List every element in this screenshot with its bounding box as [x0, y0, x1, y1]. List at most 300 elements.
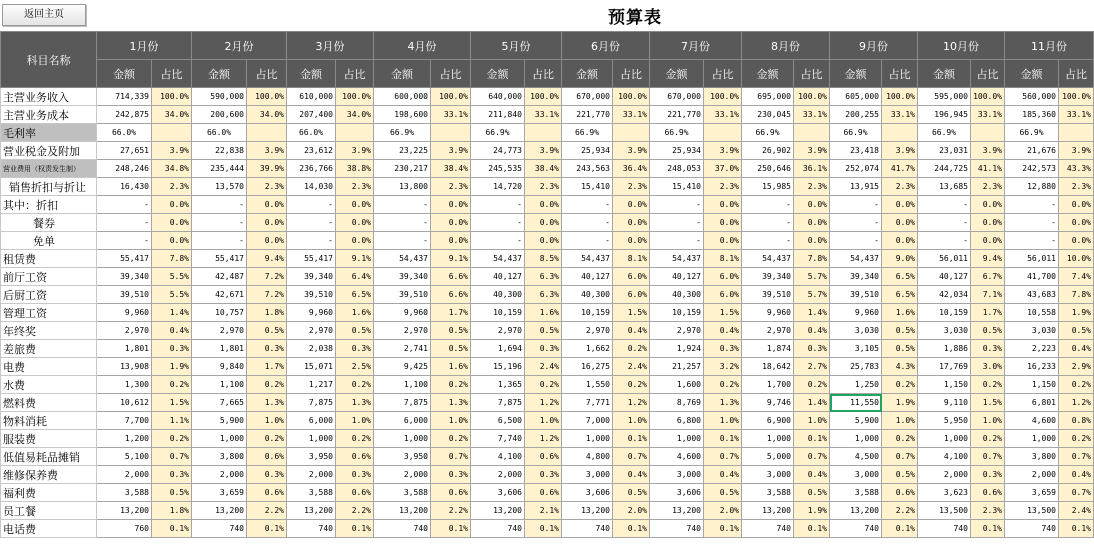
row-label[interactable]: 营业费用（权责发生制）: [1, 160, 97, 178]
amount-cell[interactable]: 7,700: [97, 412, 152, 430]
ratio-cell[interactable]: 0.1%: [247, 520, 287, 538]
ratio-cell[interactable]: 0.7%: [794, 448, 830, 466]
ratio-cell[interactable]: 39.9%: [247, 160, 287, 178]
amount-cell[interactable]: 3,800: [192, 448, 247, 466]
amount-cell[interactable]: 740: [471, 520, 525, 538]
amount-cell[interactable]: 13,200: [650, 502, 704, 520]
amount-cell[interactable]: 605,000: [830, 88, 882, 106]
amount-cell[interactable]: 3,030: [830, 322, 882, 340]
amount-cell[interactable]: 670,000: [562, 88, 613, 106]
ratio-cell[interactable]: 33.1%: [1059, 106, 1094, 124]
ratio-cell[interactable]: 100.0%: [704, 88, 742, 106]
ratio-cell[interactable]: 0.3%: [247, 466, 287, 484]
ratio-cell[interactable]: 2.4%: [613, 358, 650, 376]
amount-cell[interactable]: 2,038: [287, 340, 336, 358]
ratio-cell[interactable]: 3.9%: [336, 142, 374, 160]
ratio-cell[interactable]: 0.4%: [794, 466, 830, 484]
ratio-cell[interactable]: 0.2%: [613, 376, 650, 394]
amount-cell[interactable]: -: [287, 196, 336, 214]
amount-cell[interactable]: 21,257: [650, 358, 704, 376]
ratio-cell[interactable]: 7.4%: [1059, 268, 1094, 286]
ratio-cell[interactable]: 0.5%: [971, 322, 1005, 340]
ratio-cell[interactable]: [882, 124, 918, 142]
amount-cell[interactable]: 7,000: [562, 412, 613, 430]
amount-cell[interactable]: 39,510: [97, 286, 152, 304]
ratio-cell[interactable]: 0.2%: [704, 376, 742, 394]
ratio-cell[interactable]: 41.7%: [882, 160, 918, 178]
amount-cell[interactable]: -: [562, 232, 613, 250]
amount-cell[interactable]: 39,510: [374, 286, 431, 304]
ratio-cell[interactable]: 0.7%: [152, 448, 192, 466]
amount-cell[interactable]: 18,642: [742, 358, 794, 376]
amount-cell[interactable]: -: [650, 196, 704, 214]
amount-cell[interactable]: 7,875: [287, 394, 336, 412]
amount-cell[interactable]: 1,000: [374, 430, 431, 448]
ratio-cell[interactable]: 100.0%: [1059, 88, 1094, 106]
ratio-cell[interactable]: 1.0%: [431, 412, 471, 430]
amount-cell[interactable]: -: [918, 196, 971, 214]
amount-cell[interactable]: 13,200: [97, 502, 152, 520]
amount-cell[interactable]: 40,127: [650, 268, 704, 286]
amount-cell[interactable]: 22,838: [192, 142, 247, 160]
ratio-cell[interactable]: 0.6%: [525, 484, 562, 502]
amount-cell[interactable]: 2,000: [374, 466, 431, 484]
amount-cell[interactable]: 4,100: [918, 448, 971, 466]
amount-cell[interactable]: 3,588: [374, 484, 431, 502]
ratio-cell[interactable]: 7.8%: [152, 250, 192, 268]
amount-cell[interactable]: 15,985: [742, 178, 794, 196]
ratio-cell[interactable]: 3.0%: [971, 358, 1005, 376]
ratio-cell[interactable]: 2.3%: [794, 178, 830, 196]
amount-cell[interactable]: 3,000: [742, 466, 794, 484]
amount-cell[interactable]: 13,685: [918, 178, 971, 196]
ratio-cell[interactable]: 0.0%: [247, 232, 287, 250]
amount-cell[interactable]: 40,127: [471, 268, 525, 286]
ratio-cell[interactable]: 7.2%: [247, 286, 287, 304]
amount-cell[interactable]: 3,606: [562, 484, 613, 502]
amount-cell[interactable]: 25,783: [830, 358, 882, 376]
amount-cell[interactable]: 248,246: [97, 160, 152, 178]
amount-cell[interactable]: 1,300: [97, 376, 152, 394]
ratio-cell[interactable]: 0.5%: [882, 340, 918, 358]
ratio-cell[interactable]: 0.0%: [794, 196, 830, 214]
amount-cell[interactable]: 3,588: [830, 484, 882, 502]
amount-cell[interactable]: -: [471, 232, 525, 250]
amount-cell[interactable]: 9,960: [97, 304, 152, 322]
ratio-cell[interactable]: 1.2%: [1059, 394, 1094, 412]
ratio-cell[interactable]: 9.1%: [336, 250, 374, 268]
amount-cell[interactable]: -: [374, 232, 431, 250]
amount-cell[interactable]: 5,100: [97, 448, 152, 466]
ratio-cell[interactable]: 0.5%: [882, 322, 918, 340]
ratio-cell[interactable]: 0.2%: [336, 430, 374, 448]
amount-cell[interactable]: 24,773: [471, 142, 525, 160]
ratio-cell[interactable]: 2.0%: [704, 502, 742, 520]
amount-cell[interactable]: 3,659: [192, 484, 247, 502]
amount-cell[interactable]: 1,200: [97, 430, 152, 448]
ratio-cell[interactable]: 1.0%: [247, 412, 287, 430]
ratio-cell[interactable]: 0.7%: [971, 448, 1005, 466]
ratio-cell[interactable]: 0.0%: [152, 232, 192, 250]
ratio-cell[interactable]: 0.0%: [431, 196, 471, 214]
ratio-cell[interactable]: 0.1%: [613, 520, 650, 538]
ratio-cell[interactable]: 100.0%: [882, 88, 918, 106]
ratio-cell[interactable]: [336, 124, 374, 142]
amount-cell[interactable]: 740: [562, 520, 613, 538]
amount-cell[interactable]: 39,340: [830, 268, 882, 286]
ratio-cell[interactable]: 2.3%: [971, 178, 1005, 196]
amount-cell[interactable]: 2,970: [287, 322, 336, 340]
amount-cell[interactable]: -: [471, 196, 525, 214]
ratio-cell[interactable]: 34.8%: [152, 160, 192, 178]
ratio-cell[interactable]: 0.4%: [1059, 340, 1094, 358]
ratio-cell[interactable]: 0.6%: [431, 484, 471, 502]
ratio-cell[interactable]: 1.0%: [794, 412, 830, 430]
ratio-cell[interactable]: 0.2%: [971, 430, 1005, 448]
amount-cell[interactable]: 740: [650, 520, 704, 538]
ratio-cell[interactable]: 6.5%: [882, 286, 918, 304]
amount-cell[interactable]: 1,000: [650, 430, 704, 448]
ratio-cell[interactable]: 100.0%: [525, 88, 562, 106]
ratio-cell[interactable]: 0.1%: [336, 520, 374, 538]
amount-cell[interactable]: 9,960: [287, 304, 336, 322]
row-label[interactable]: 其中：折扣: [1, 196, 97, 214]
ratio-cell[interactable]: 33.1%: [704, 106, 742, 124]
row-label[interactable]: 营业税金及附加: [1, 142, 97, 160]
amount-cell[interactable]: 9,840: [192, 358, 247, 376]
amount-cell[interactable]: -: [918, 214, 971, 232]
amount-cell[interactable]: 200,600: [192, 106, 247, 124]
amount-cell[interactable]: 1,801: [97, 340, 152, 358]
ratio-cell[interactable]: 8.1%: [704, 250, 742, 268]
amount-cell[interactable]: 13,800: [374, 178, 431, 196]
ratio-cell[interactable]: 0.5%: [336, 322, 374, 340]
amount-cell[interactable]: 10,159: [562, 304, 613, 322]
amount-cell[interactable]: 66.0%: [192, 124, 247, 142]
ratio-cell[interactable]: 3.9%: [613, 142, 650, 160]
ratio-cell[interactable]: 6.4%: [336, 268, 374, 286]
row-label[interactable]: 销售折扣与折让: [1, 178, 97, 196]
ratio-cell[interactable]: 3.2%: [704, 358, 742, 376]
ratio-cell[interactable]: 37.0%: [704, 160, 742, 178]
amount-cell[interactable]: 40,300: [650, 286, 704, 304]
ratio-cell[interactable]: 0.3%: [431, 466, 471, 484]
ratio-cell[interactable]: 0.2%: [336, 376, 374, 394]
amount-cell[interactable]: 9,425: [374, 358, 431, 376]
amount-cell[interactable]: 23,031: [918, 142, 971, 160]
amount-cell[interactable]: 25,934: [650, 142, 704, 160]
ratio-cell[interactable]: 1.7%: [247, 358, 287, 376]
amount-cell[interactable]: 56,011: [918, 250, 971, 268]
amount-cell[interactable]: 211,840: [471, 106, 525, 124]
ratio-cell[interactable]: 3.9%: [704, 142, 742, 160]
ratio-cell[interactable]: 100.0%: [431, 88, 471, 106]
ratio-cell[interactable]: 0.0%: [525, 196, 562, 214]
ratio-cell[interactable]: 100.0%: [152, 88, 192, 106]
amount-cell[interactable]: 10,159: [650, 304, 704, 322]
amount-cell[interactable]: 221,770: [650, 106, 704, 124]
amount-cell[interactable]: 670,000: [650, 88, 704, 106]
row-label[interactable]: 福利费: [1, 484, 97, 502]
ratio-cell[interactable]: 0.0%: [525, 232, 562, 250]
ratio-cell[interactable]: 0.3%: [336, 340, 374, 358]
amount-cell[interactable]: 198,600: [374, 106, 431, 124]
ratio-cell[interactable]: 0.0%: [794, 232, 830, 250]
ratio-cell[interactable]: 0.4%: [613, 322, 650, 340]
amount-cell[interactable]: 54,437: [562, 250, 613, 268]
ratio-cell[interactable]: 3.9%: [525, 142, 562, 160]
ratio-cell[interactable]: 0.3%: [525, 466, 562, 484]
ratio-cell[interactable]: 6.3%: [525, 286, 562, 304]
row-label[interactable]: 差旅费: [1, 340, 97, 358]
ratio-cell[interactable]: 1.2%: [613, 394, 650, 412]
ratio-cell[interactable]: 0.0%: [971, 214, 1005, 232]
amount-cell[interactable]: 10,757: [192, 304, 247, 322]
ratio-cell[interactable]: 0.6%: [971, 484, 1005, 502]
ratio-cell[interactable]: 1.3%: [431, 394, 471, 412]
ratio-cell[interactable]: 0.0%: [613, 214, 650, 232]
ratio-cell[interactable]: 36.1%: [794, 160, 830, 178]
row-label[interactable]: 服装费: [1, 430, 97, 448]
ratio-cell[interactable]: 100.0%: [971, 88, 1005, 106]
ratio-cell[interactable]: 0.2%: [613, 340, 650, 358]
ratio-cell[interactable]: 0.0%: [704, 214, 742, 232]
row-label[interactable]: 管理工资: [1, 304, 97, 322]
amount-cell[interactable]: 13,570: [192, 178, 247, 196]
amount-cell[interactable]: 1,250: [830, 376, 882, 394]
row-label[interactable]: 主营业务收入: [1, 88, 97, 106]
ratio-cell[interactable]: 3.9%: [882, 142, 918, 160]
ratio-cell[interactable]: 1.5%: [704, 304, 742, 322]
ratio-cell[interactable]: 0.4%: [152, 322, 192, 340]
ratio-cell[interactable]: 8.1%: [613, 250, 650, 268]
ratio-cell[interactable]: 100.0%: [247, 88, 287, 106]
ratio-cell[interactable]: 0.5%: [431, 340, 471, 358]
amount-cell[interactable]: 66.9%: [562, 124, 613, 142]
amount-cell[interactable]: 245,535: [471, 160, 525, 178]
ratio-cell[interactable]: 1.3%: [336, 394, 374, 412]
ratio-cell[interactable]: 100.0%: [794, 88, 830, 106]
amount-cell[interactable]: 2,970: [650, 322, 704, 340]
ratio-cell[interactable]: 9.0%: [882, 250, 918, 268]
amount-cell[interactable]: 7,875: [374, 394, 431, 412]
ratio-cell[interactable]: 3.9%: [152, 142, 192, 160]
amount-cell[interactable]: 13,200: [742, 502, 794, 520]
ratio-cell[interactable]: 0.3%: [704, 340, 742, 358]
amount-cell[interactable]: 6,801: [1005, 394, 1059, 412]
amount-cell[interactable]: 11,550: [830, 394, 882, 412]
ratio-cell[interactable]: 34.0%: [247, 106, 287, 124]
amount-cell[interactable]: 2,970: [97, 322, 152, 340]
amount-cell[interactable]: 13,908: [97, 358, 152, 376]
ratio-cell[interactable]: 2.3%: [1059, 178, 1094, 196]
ratio-cell[interactable]: 0.3%: [247, 340, 287, 358]
ratio-cell[interactable]: 0.2%: [152, 430, 192, 448]
row-label[interactable]: 主营业务成本: [1, 106, 97, 124]
amount-cell[interactable]: 252,074: [830, 160, 882, 178]
amount-cell[interactable]: 17,769: [918, 358, 971, 376]
amount-cell[interactable]: 7,740: [471, 430, 525, 448]
ratio-cell[interactable]: 0.5%: [613, 484, 650, 502]
row-label[interactable]: 后厨工资: [1, 286, 97, 304]
ratio-cell[interactable]: 0.2%: [1059, 430, 1094, 448]
amount-cell[interactable]: 6,000: [287, 412, 336, 430]
amount-cell[interactable]: 3,659: [1005, 484, 1059, 502]
ratio-cell[interactable]: 6.0%: [613, 286, 650, 304]
ratio-cell[interactable]: 0.2%: [525, 376, 562, 394]
amount-cell[interactable]: 40,127: [562, 268, 613, 286]
ratio-cell[interactable]: 1.5%: [613, 304, 650, 322]
ratio-cell[interactable]: 0.0%: [1059, 196, 1094, 214]
ratio-cell[interactable]: 0.0%: [431, 232, 471, 250]
ratio-cell[interactable]: 2.3%: [152, 178, 192, 196]
amount-cell[interactable]: 54,437: [830, 250, 882, 268]
amount-cell[interactable]: 23,225: [374, 142, 431, 160]
amount-cell[interactable]: 39,340: [374, 268, 431, 286]
ratio-cell[interactable]: 38.4%: [431, 160, 471, 178]
ratio-cell[interactable]: 0.0%: [525, 214, 562, 232]
amount-cell[interactable]: 39,510: [287, 286, 336, 304]
amount-cell[interactable]: -: [1005, 196, 1059, 214]
amount-cell[interactable]: 10,558: [1005, 304, 1059, 322]
amount-cell[interactable]: 740: [192, 520, 247, 538]
ratio-cell[interactable]: 1.9%: [152, 358, 192, 376]
amount-cell[interactable]: 10,159: [471, 304, 525, 322]
amount-cell[interactable]: -: [97, 232, 152, 250]
ratio-cell[interactable]: [152, 124, 192, 142]
ratio-cell[interactable]: 1.6%: [525, 304, 562, 322]
amount-cell[interactable]: 1,924: [650, 340, 704, 358]
amount-cell[interactable]: 9,110: [918, 394, 971, 412]
amount-cell[interactable]: 40,300: [562, 286, 613, 304]
ratio-cell[interactable]: 1.8%: [152, 502, 192, 520]
amount-cell[interactable]: 2,223: [1005, 340, 1059, 358]
ratio-cell[interactable]: 0.0%: [704, 196, 742, 214]
amount-cell[interactable]: 5,900: [192, 412, 247, 430]
amount-cell[interactable]: 15,410: [562, 178, 613, 196]
ratio-cell[interactable]: 0.6%: [247, 484, 287, 502]
amount-cell[interactable]: 13,200: [562, 502, 613, 520]
amount-cell[interactable]: -: [374, 196, 431, 214]
amount-cell[interactable]: 13,200: [830, 502, 882, 520]
ratio-cell[interactable]: 1.0%: [336, 412, 374, 430]
ratio-cell[interactable]: 1.9%: [882, 394, 918, 412]
ratio-cell[interactable]: 9.4%: [247, 250, 287, 268]
amount-cell[interactable]: 13,200: [192, 502, 247, 520]
amount-cell[interactable]: 39,340: [97, 268, 152, 286]
ratio-cell[interactable]: 0.4%: [704, 322, 742, 340]
ratio-cell[interactable]: 1.3%: [247, 394, 287, 412]
ratio-cell[interactable]: 2.3%: [613, 178, 650, 196]
ratio-cell[interactable]: 0.4%: [1059, 466, 1094, 484]
ratio-cell[interactable]: 33.1%: [431, 106, 471, 124]
ratio-cell[interactable]: 0.2%: [971, 376, 1005, 394]
ratio-cell[interactable]: 1.8%: [247, 304, 287, 322]
ratio-cell[interactable]: 6.6%: [431, 286, 471, 304]
row-label[interactable]: 员工餐: [1, 502, 97, 520]
amount-cell[interactable]: 14,720: [471, 178, 525, 196]
ratio-cell[interactable]: 34.0%: [152, 106, 192, 124]
amount-cell[interactable]: 55,417: [192, 250, 247, 268]
row-label[interactable]: 年终奖: [1, 322, 97, 340]
ratio-cell[interactable]: 1.5%: [152, 394, 192, 412]
back-home-button[interactable]: 返回主页: [2, 4, 86, 26]
ratio-cell[interactable]: 6.5%: [882, 268, 918, 286]
ratio-cell[interactable]: 1.6%: [882, 304, 918, 322]
amount-cell[interactable]: 1,550: [562, 376, 613, 394]
amount-cell[interactable]: 66.0%: [287, 124, 336, 142]
amount-cell[interactable]: 2,970: [742, 322, 794, 340]
ratio-cell[interactable]: 33.1%: [613, 106, 650, 124]
amount-cell[interactable]: 27,651: [97, 142, 152, 160]
ratio-cell[interactable]: 0.4%: [704, 466, 742, 484]
amount-cell[interactable]: 1,000: [830, 430, 882, 448]
amount-cell[interactable]: 39,510: [830, 286, 882, 304]
amount-cell[interactable]: 15,410: [650, 178, 704, 196]
amount-cell[interactable]: 235,444: [192, 160, 247, 178]
amount-cell[interactable]: 9,960: [374, 304, 431, 322]
amount-cell[interactable]: 6,800: [650, 412, 704, 430]
ratio-cell[interactable]: 2.5%: [336, 358, 374, 376]
amount-cell[interactable]: -: [287, 214, 336, 232]
amount-cell[interactable]: 25,934: [562, 142, 613, 160]
ratio-cell[interactable]: 2.2%: [336, 502, 374, 520]
ratio-cell[interactable]: 0.2%: [431, 376, 471, 394]
ratio-cell[interactable]: 1.3%: [704, 394, 742, 412]
amount-cell[interactable]: -: [192, 196, 247, 214]
ratio-cell[interactable]: 0.0%: [247, 214, 287, 232]
ratio-cell[interactable]: 0.2%: [882, 430, 918, 448]
amount-cell[interactable]: 242,573: [1005, 160, 1059, 178]
amount-cell[interactable]: 1,694: [471, 340, 525, 358]
amount-cell[interactable]: 42,671: [192, 286, 247, 304]
ratio-cell[interactable]: 0.0%: [971, 196, 1005, 214]
amount-cell[interactable]: 243,563: [562, 160, 613, 178]
ratio-cell[interactable]: 2.2%: [882, 502, 918, 520]
amount-cell[interactable]: 230,045: [742, 106, 794, 124]
amount-cell[interactable]: 15,196: [471, 358, 525, 376]
amount-cell[interactable]: 3,105: [830, 340, 882, 358]
amount-cell[interactable]: 1,000: [1005, 430, 1059, 448]
amount-cell[interactable]: 9,960: [830, 304, 882, 322]
amount-cell[interactable]: -: [562, 214, 613, 232]
amount-cell[interactable]: 740: [1005, 520, 1059, 538]
amount-cell[interactable]: 39,340: [742, 268, 794, 286]
ratio-cell[interactable]: 1.2%: [525, 394, 562, 412]
amount-cell[interactable]: 13,200: [374, 502, 431, 520]
ratio-cell[interactable]: 6.0%: [704, 286, 742, 304]
ratio-cell[interactable]: 0.6%: [336, 448, 374, 466]
row-label[interactable]: 租赁费: [1, 250, 97, 268]
amount-cell[interactable]: 7,875: [471, 394, 525, 412]
amount-cell[interactable]: 3,000: [830, 466, 882, 484]
ratio-cell[interactable]: 36.4%: [613, 160, 650, 178]
ratio-cell[interactable]: 38.4%: [525, 160, 562, 178]
ratio-cell[interactable]: 0.1%: [431, 520, 471, 538]
ratio-cell[interactable]: 0.1%: [794, 430, 830, 448]
amount-cell[interactable]: 3,030: [1005, 322, 1059, 340]
amount-cell[interactable]: 185,360: [1005, 106, 1059, 124]
amount-cell[interactable]: 1,100: [374, 376, 431, 394]
amount-cell[interactable]: 250,646: [742, 160, 794, 178]
ratio-cell[interactable]: 0.1%: [152, 520, 192, 538]
ratio-cell[interactable]: 1.0%: [613, 412, 650, 430]
amount-cell[interactable]: 1,874: [742, 340, 794, 358]
ratio-cell[interactable]: 0.5%: [152, 484, 192, 502]
ratio-cell[interactable]: 3.9%: [1059, 142, 1094, 160]
ratio-cell[interactable]: 0.5%: [1059, 322, 1094, 340]
ratio-cell[interactable]: 1.0%: [525, 412, 562, 430]
